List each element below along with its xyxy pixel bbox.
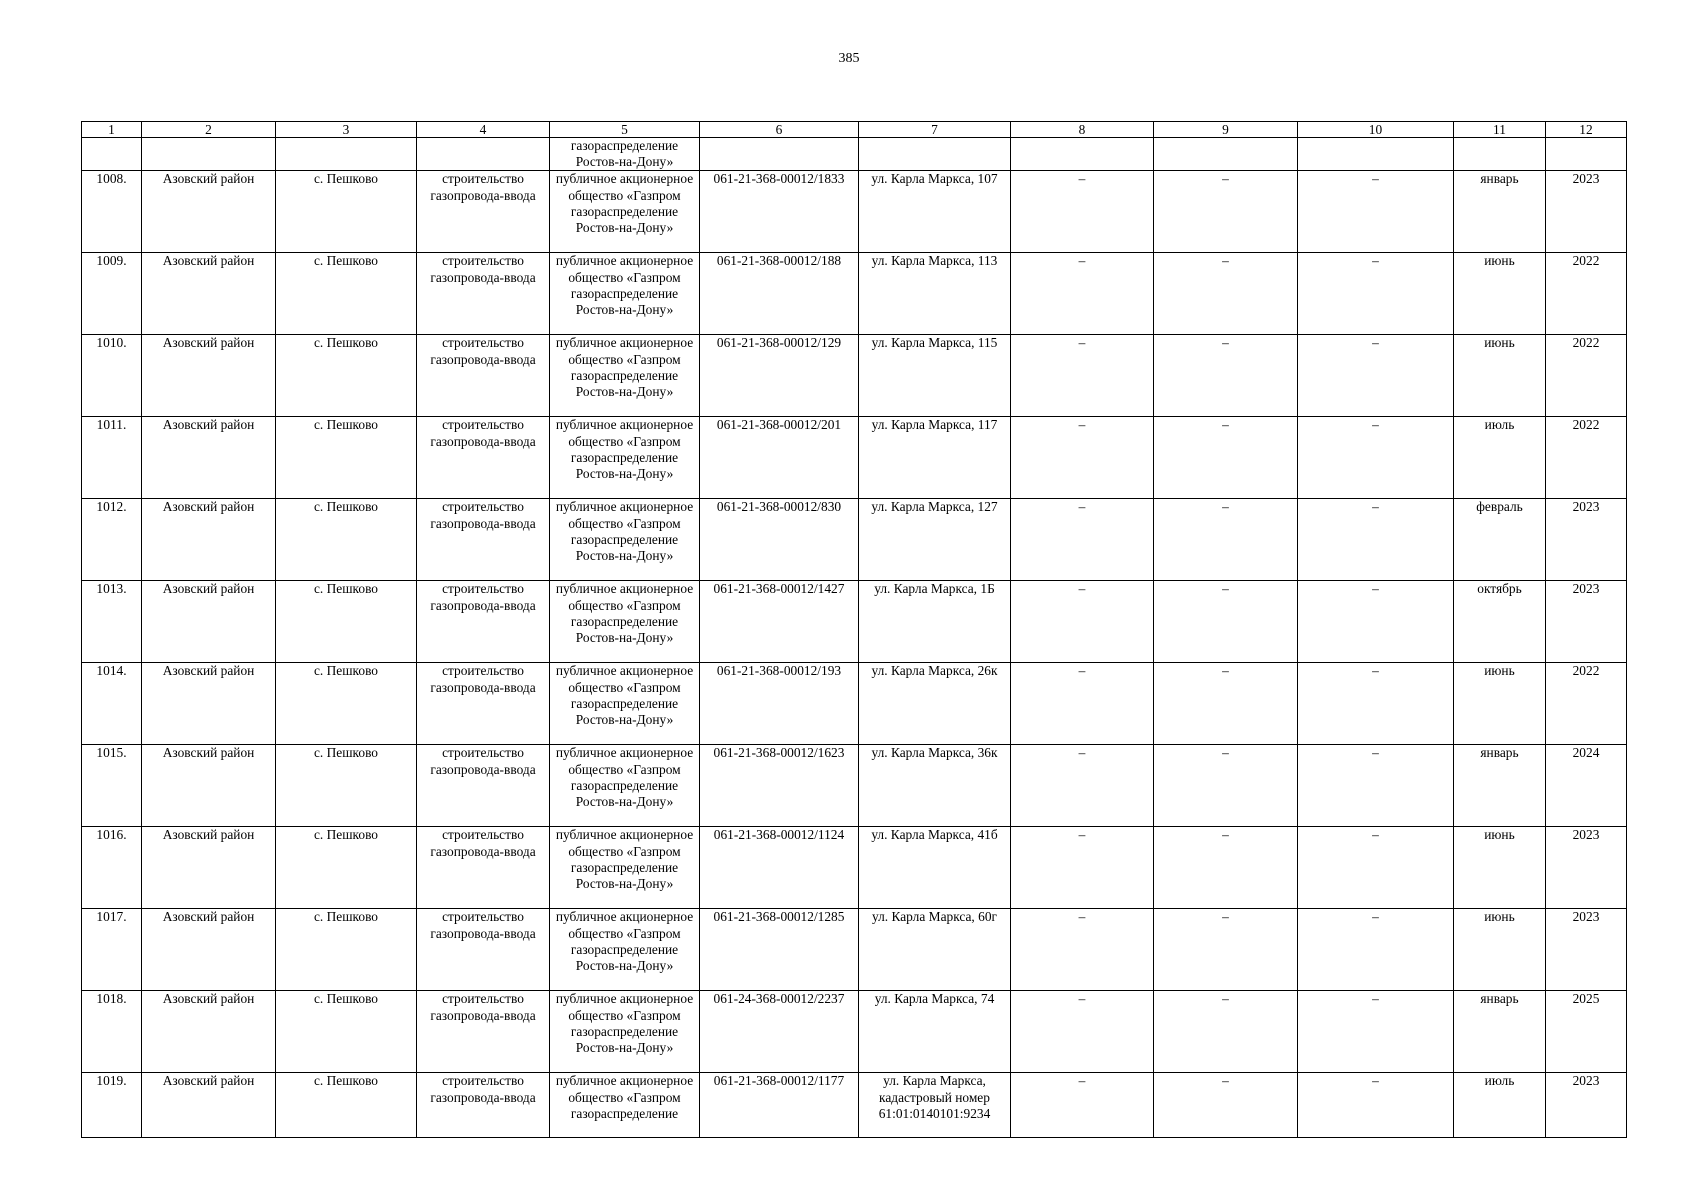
settlement-cell: с. Пешково — [276, 745, 417, 827]
col10-cell: – — [1298, 171, 1454, 253]
col10-cell: – — [1298, 499, 1454, 581]
settlement-cell: с. Пешково — [276, 335, 417, 417]
settlement-cell: с. Пешково — [276, 581, 417, 663]
district-cell: Азовский район — [142, 827, 276, 909]
settlement-cell: с. Пешково — [276, 171, 417, 253]
code-cell: 061-21-368-00012/1124 — [700, 827, 859, 909]
work-type-cell: строительство газопровода-ввода — [417, 663, 550, 745]
row-number-cell: 1008. — [82, 171, 142, 253]
work-type-cell: строительство газопровода-ввода — [417, 171, 550, 253]
owner-cell: публичное акционерное общество «Газпром газораспределение Ростов-на-Дону» — [550, 663, 700, 745]
col9-cell: – — [1154, 581, 1298, 663]
settlement-cell: с. Пешково — [276, 1073, 417, 1138]
code-cell: 061-21-368-00012/1427 — [700, 581, 859, 663]
row-number-cell: 1014. — [82, 663, 142, 745]
settlement-cell: с. Пешково — [276, 417, 417, 499]
month-cell: январь — [1454, 991, 1546, 1073]
col8-cell: – — [1011, 991, 1154, 1073]
month-cell: октябрь — [1454, 581, 1546, 663]
table-row — [82, 253, 1627, 335]
address-cell: ул. Карла Маркса, 41б — [859, 827, 1011, 909]
work-type-cell: строительство газопровода-ввода — [417, 827, 550, 909]
settlement-cell: с. Пешково — [276, 827, 417, 909]
code-cell: 061-24-368-00012/2237 — [700, 991, 859, 1073]
column-header: 7 — [859, 122, 1011, 138]
code-cell: 061-21-368-00012/201 — [700, 417, 859, 499]
district-cell: Азовский район — [142, 991, 276, 1073]
address-cell: ул. Карла Маркса, 36к — [859, 745, 1011, 827]
table-row — [82, 909, 1627, 991]
col10-cell: – — [1298, 253, 1454, 335]
table-row — [82, 1073, 1627, 1138]
month-cell: июль — [1454, 417, 1546, 499]
column-number-row — [82, 122, 1627, 138]
row-number-cell: 1012. — [82, 499, 142, 581]
work-type-cell: строительство газопровода-ввода — [417, 991, 550, 1073]
code-cell: 061-21-368-00012/1285 — [700, 909, 859, 991]
owner-cell: публичное акционерное общество «Газпром газораспределение Ростов-на-Дону» — [550, 499, 700, 581]
owner-cell: публичное акционерное общество «Газпром газораспределение Ростов-на-Дону» — [550, 827, 700, 909]
col8-cell: – — [1011, 253, 1154, 335]
district-cell: Азовский район — [142, 1073, 276, 1138]
work-type-cell: строительство газопровода-ввода — [417, 417, 550, 499]
year-cell: 2022 — [1546, 335, 1627, 417]
work-type-cell: строительство газопровода-ввода — [417, 499, 550, 581]
settlement-cell: с. Пешково — [276, 991, 417, 1073]
col10-cell: – — [1298, 417, 1454, 499]
work-type-cell: строительство газопровода-ввода — [417, 745, 550, 827]
owner-cell: публичное акционерное общество «Газпром газораспределение Ростов-на-Дону» — [550, 581, 700, 663]
year-cell: 2023 — [1546, 909, 1627, 991]
row-number-cell: 1010. — [82, 335, 142, 417]
year-cell: 2022 — [1546, 663, 1627, 745]
col10-cell: – — [1298, 581, 1454, 663]
col9-cell: – — [1154, 745, 1298, 827]
code-cell: 061-21-368-00012/1833 — [700, 171, 859, 253]
address-cell: ул. Карла Маркса, 113 — [859, 253, 1011, 335]
column-header: 10 — [1298, 122, 1454, 138]
owner-cell: публичное акционерное общество «Газпром газораспределение Ростов-на-Дону» — [550, 745, 700, 827]
month-cell: июнь — [1454, 909, 1546, 991]
district-cell: Азовский район — [142, 335, 276, 417]
column-header: 11 — [1454, 122, 1546, 138]
code-cell: 061-21-368-00012/830 — [700, 499, 859, 581]
col8-cell: – — [1011, 171, 1154, 253]
year-cell: 2023 — [1546, 827, 1627, 909]
address-cell: ул. Карла Маркса, 117 — [859, 417, 1011, 499]
row-number-cell: 1013. — [82, 581, 142, 663]
column-header: 8 — [1011, 122, 1154, 138]
owner-cell: публичное акционерное общество «Газпром газораспределение Ростов-на-Дону» — [550, 417, 700, 499]
settlement-cell: с. Пешково — [276, 663, 417, 745]
district-cell: Азовский район — [142, 581, 276, 663]
district-cell: Азовский район — [142, 417, 276, 499]
district-cell: Азовский район — [142, 171, 276, 253]
month-cell: июнь — [1454, 253, 1546, 335]
registry-table — [81, 121, 1627, 1138]
work-type-cell: строительство газопровода-ввода — [417, 581, 550, 663]
owner-cell: публичное акционерное общество «Газпром газораспределение Ростов-на-Дону» — [550, 253, 700, 335]
row-number-cell: 1011. — [82, 417, 142, 499]
column-header: 1 — [82, 122, 142, 138]
address-cell: ул. Карла Маркса, кадастровый номер 61:01:0140101:9234 — [859, 1073, 1011, 1138]
row-number-cell: 1016. — [82, 827, 142, 909]
district-cell: Азовский район — [142, 745, 276, 827]
column-header: 4 — [417, 122, 550, 138]
address-cell: ул. Карла Маркса, 115 — [859, 335, 1011, 417]
table-row — [82, 417, 1627, 499]
column-header: 12 — [1546, 122, 1627, 138]
col10-cell: – — [1298, 1073, 1454, 1138]
owner-cell: публичное акционерное общество «Газпром газораспределение Ростов-на-Дону» — [550, 909, 700, 991]
month-cell: февраль — [1454, 499, 1546, 581]
district-cell: Азовский район — [142, 909, 276, 991]
district-cell: Азовский район — [142, 253, 276, 335]
district-cell: Азовский район — [142, 663, 276, 745]
month-cell: январь — [1454, 171, 1546, 253]
col9-cell: – — [1154, 827, 1298, 909]
row-number-cell: 1018. — [82, 991, 142, 1073]
month-cell: июль — [1454, 1073, 1546, 1138]
owner-cell: публичное акционерное общество «Газпром газораспределение — [550, 1073, 700, 1138]
year-cell: 2023 — [1546, 499, 1627, 581]
address-cell: ул. Карла Маркса, 60г — [859, 909, 1011, 991]
code-cell: 061-21-368-00012/188 — [700, 253, 859, 335]
month-cell: январь — [1454, 745, 1546, 827]
work-type-cell: строительство газопровода-ввода — [417, 253, 550, 335]
col8-cell: – — [1011, 909, 1154, 991]
col9-cell: – — [1154, 335, 1298, 417]
col9-cell: – — [1154, 663, 1298, 745]
column-header: 2 — [142, 122, 276, 138]
month-cell: июнь — [1454, 663, 1546, 745]
col10-cell: – — [1298, 909, 1454, 991]
year-cell: 2022 — [1546, 417, 1627, 499]
year-cell: 2022 — [1546, 253, 1627, 335]
district-cell: Азовский район — [142, 499, 276, 581]
address-cell: ул. Карла Маркса, 127 — [859, 499, 1011, 581]
year-cell: 2023 — [1546, 581, 1627, 663]
work-type-cell: строительство газопровода-ввода — [417, 1073, 550, 1138]
page-number: 385 — [838, 51, 860, 66]
year-cell: 2023 — [1546, 1073, 1627, 1138]
month-cell: июнь — [1454, 335, 1546, 417]
owner-cell: публичное акционерное общество «Газпром газораспределение Ростов-на-Дону» — [550, 991, 700, 1073]
col8-cell: – — [1011, 1073, 1154, 1138]
col10-cell: – — [1298, 335, 1454, 417]
owner-cell: газораспределение Ростов-на-Дону» — [550, 138, 700, 171]
col10-cell: – — [1298, 827, 1454, 909]
table-row — [82, 827, 1627, 909]
col9-cell: – — [1154, 171, 1298, 253]
owner-cell: публичное акционерное общество «Газпром газораспределение Ростов-на-Дону» — [550, 171, 700, 253]
table-row — [82, 335, 1627, 417]
table-row — [82, 663, 1627, 745]
col9-cell: – — [1154, 417, 1298, 499]
owner-cell: публичное акционерное общество «Газпром газораспределение Ростов-на-Дону» — [550, 335, 700, 417]
settlement-cell: с. Пешково — [276, 253, 417, 335]
row-number-cell: 1009. — [82, 253, 142, 335]
table-row — [82, 171, 1627, 253]
month-cell: июнь — [1454, 827, 1546, 909]
col8-cell: – — [1011, 335, 1154, 417]
row-number-cell: 1019. — [82, 1073, 142, 1138]
col9-cell: – — [1154, 991, 1298, 1073]
year-cell: 2023 — [1546, 171, 1627, 253]
col8-cell: – — [1011, 827, 1154, 909]
address-cell: ул. Карла Маркса, 26к — [859, 663, 1011, 745]
col10-cell: – — [1298, 745, 1454, 827]
column-header: 9 — [1154, 122, 1298, 138]
row-number-cell: 1017. — [82, 909, 142, 991]
code-cell: 061-21-368-00012/1623 — [700, 745, 859, 827]
table-row — [82, 499, 1627, 581]
col10-cell: – — [1298, 663, 1454, 745]
continuation-row — [82, 138, 1627, 171]
work-type-cell: строительство газопровода-ввода — [417, 335, 550, 417]
work-type-cell: строительство газопровода-ввода — [417, 909, 550, 991]
col8-cell: – — [1011, 499, 1154, 581]
col9-cell: – — [1154, 909, 1298, 991]
table-row — [82, 581, 1627, 663]
address-cell: ул. Карла Маркса, 74 — [859, 991, 1011, 1073]
year-cell: 2024 — [1546, 745, 1627, 827]
row-number-cell: 1015. — [82, 745, 142, 827]
code-cell: 061-21-368-00012/129 — [700, 335, 859, 417]
table-row — [82, 991, 1627, 1073]
address-cell: ул. Карла Маркса, 107 — [859, 171, 1011, 253]
col9-cell: – — [1154, 1073, 1298, 1138]
code-cell: 061-21-368-00012/1177 — [700, 1073, 859, 1138]
year-cell: 2025 — [1546, 991, 1627, 1073]
column-header: 5 — [550, 122, 700, 138]
col9-cell: – — [1154, 253, 1298, 335]
table-row — [82, 745, 1627, 827]
col8-cell: – — [1011, 745, 1154, 827]
settlement-cell: с. Пешково — [276, 909, 417, 991]
col10-cell: – — [1298, 991, 1454, 1073]
col8-cell: – — [1011, 581, 1154, 663]
address-cell: ул. Карла Маркса, 1Б — [859, 581, 1011, 663]
col8-cell: – — [1011, 417, 1154, 499]
column-header: 6 — [700, 122, 859, 138]
code-cell: 061-21-368-00012/193 — [700, 663, 859, 745]
settlement-cell: с. Пешково — [276, 499, 417, 581]
column-header: 3 — [276, 122, 417, 138]
col8-cell: – — [1011, 663, 1154, 745]
col9-cell: – — [1154, 499, 1298, 581]
